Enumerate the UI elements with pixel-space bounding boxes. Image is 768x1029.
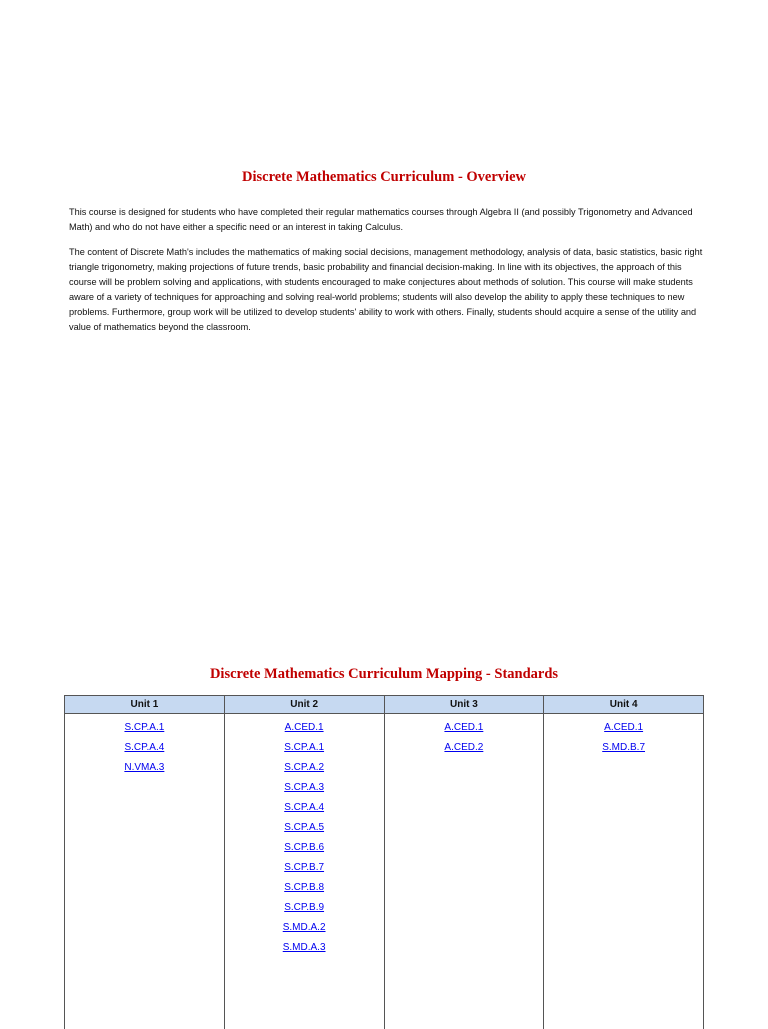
table-header-row [65, 696, 704, 714]
intro-paragraph-1: This course is designed for students who have completed their regular mathematics courses through Algebra II (and possibly Trigonometry and Advanced Math) and who do not have either a specific need or an interest in taking Calculus. [69, 205, 709, 235]
standard-link[interactable]: A.CED.1 [386, 718, 543, 738]
unit-1-cell [65, 714, 225, 1029]
standard-link[interactable]: A.CED.1 [226, 718, 383, 738]
standard-link[interactable]: S.MD.B.7 [545, 738, 702, 758]
standard-link[interactable]: N.VMA.3 [66, 758, 223, 778]
unit-3-cell [384, 714, 544, 1029]
standard-link[interactable]: S.MD.A.2 [226, 918, 383, 938]
header-unit-3: Unit 3 [384, 696, 544, 714]
standard-link[interactable]: S.CP.B.7 [226, 858, 383, 878]
header-unit-1: Unit 1 [65, 696, 225, 714]
standard-link[interactable]: S.CP.A.1 [66, 718, 223, 738]
standard-link[interactable]: A.CED.1 [545, 718, 702, 738]
intro-text [69, 205, 709, 345]
standards-table [64, 695, 704, 1029]
header-unit-4: Unit 4 [544, 696, 704, 714]
intro-paragraph-2: The content of Discrete Math's includes the mathematics of making social decisions, management methodology, analysis of data, basic statistics, basic right triangle trigonometry, making projections of future trends, basic probability and financial decision-making. In line with its objectives, the approach of this course will be problem solving and applications, with students encouraged to make conjectures about methods of solution. This course will make students aware of a variety of techniques for approaching and solving real-world problems; students will also develop the ability to apply these techniques to new problems. Furthermore, group work will be utilized to develop students' ability to work with others. Finally, students should acquire a sense of the utility and value of mathematics beyond the classroom. [69, 245, 709, 335]
header-unit-2: Unit 2 [224, 696, 384, 714]
standard-link[interactable]: A.CED.2 [386, 738, 543, 758]
unit-2-cell [224, 714, 384, 1029]
standard-link[interactable]: S.MD.A.3 [226, 938, 383, 958]
standard-link[interactable]: S.CP.A.4 [66, 738, 223, 758]
standard-link[interactable]: S.CP.A.1 [226, 738, 383, 758]
standard-link[interactable]: S.CP.A.2 [226, 758, 383, 778]
unit-4-cell [544, 714, 704, 1029]
standard-link[interactable]: S.CP.A.4 [226, 798, 383, 818]
standard-link[interactable]: S.CP.B.6 [226, 838, 383, 858]
standard-link[interactable]: S.CP.A.5 [226, 818, 383, 838]
standard-link[interactable]: S.CP.A.3 [226, 778, 383, 798]
page-title: Discrete Mathematics Curriculum - Overview [0, 169, 768, 186]
mapping-title: Discrete Mathematics Curriculum Mapping - Standards [0, 666, 768, 683]
table-row [65, 714, 704, 1029]
standard-link[interactable]: S.CP.B.9 [226, 898, 383, 918]
standard-link[interactable]: S.CP.B.8 [226, 878, 383, 898]
